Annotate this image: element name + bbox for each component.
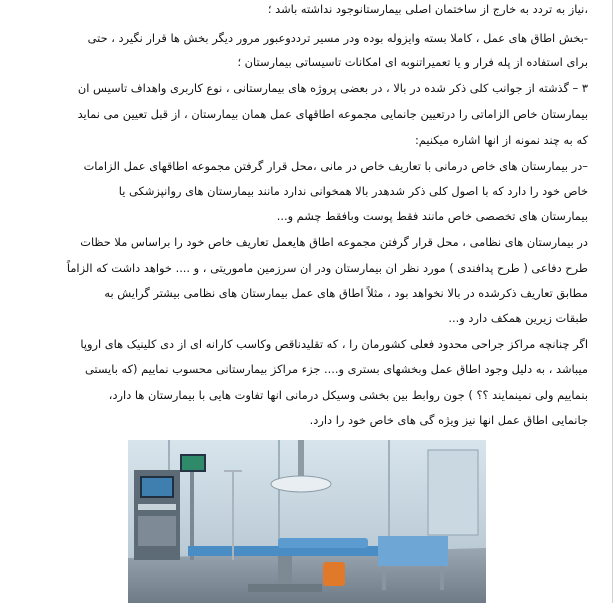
text-line-11: طرح دفاعی ( طرح پدافندی ) مورد نظر ان بیمارستان ودر ان سرزمین ماموریتی ، و .... خواهد داشت که الزاماً xyxy=(66,261,588,275)
operating-room-photo xyxy=(128,440,486,603)
surgical-light xyxy=(271,476,331,492)
waste-bin xyxy=(323,562,345,586)
text-line-4: ۳ – گذشته از جوانب کلی ذکر شده در بالا ، در بعضی پروژه های بیمارستانی ، نوع کاربری واهداف تاسیس ان xyxy=(77,81,588,95)
text-line-10: در بیمارستان های نظامی ، محل قرار گرفتن مجموعه اطاق هایعمل تعاریف خاص خود را براساس ملا حظات xyxy=(80,235,588,249)
text-line-13: طبقات زیرین همکف دارد و... xyxy=(448,311,588,325)
text-line-1: ،نیاز به تردد به خارج از ساختمان اصلی بیمارستانوجود نداشته باشد ؛ xyxy=(267,2,588,16)
text-line-6: که به چند نمونه از انها اشاره میکنیم: xyxy=(414,133,588,147)
text-line-12: مطابق تعاریف ذکرشده در بالا نخواهد بود ، مثلاً اطاق های عمل بیمارستان های نظامی بیشتر گرایش به xyxy=(104,286,588,300)
text-line-2: -بخش اطاق های عمل ، کاملا بسته وایزوله بوده ودر مسیر ترددوعبور مرور دیگر بخش ها قرار نگیرد ، حتی xyxy=(87,31,588,45)
instrument-cart xyxy=(378,536,448,566)
text-line-3: برای استفاده از پله فرار و یا تعمیراتنوبه ای امکانات تاسیساتی بیمارستان ؛ xyxy=(237,55,588,69)
text-line-8: خاص خود را دارد که با اصول کلی ذکر شدهدر بالا همخوانی ندارد مانند بیمارستان های روانپزشکی یا xyxy=(118,184,588,198)
text-line-9: بیمارستان های تخصصی خاص مانند فقط پوست وبافقط چشم و... xyxy=(276,209,588,223)
text-line-7: –در بیمارستان های خاص درمانی با تعاریف خاص در مانی ،محل قرار گرفتن مجموعه اطاقهای عمل الزامات xyxy=(83,159,588,173)
text-line-16: بنماییم ولی نمینمایند ؟؟ ) جون روابط بین بخشی وسیکل درمانی انها تفاوت هایی با بیمارستان ها دارد، xyxy=(108,388,588,402)
operating-room-illustration xyxy=(128,440,486,603)
text-line-5: بیمارستان خاص الزاماتی را درتعیین جانمایی مجموعه اطاقهای عمل همان بیمارستان ، از قبل تعیین می نماید xyxy=(77,107,588,121)
door-panel xyxy=(428,450,478,535)
text-line-15: میباشد ، به دلیل وجود اطاق عمل وبخشهای بستری و.... جزء مراکز بیمارستانی محسوب نماییم (که بایستی xyxy=(84,362,588,376)
text-line-14: اگر چنانچه مراکز جراحی محدود فعلی کشورمان را ، که تقلیدناقص وکاسب کارانه ای از دی کلینیک های اروپا xyxy=(80,337,588,351)
text-line-17: جانمایی اطاق عمل انها نیز ویژه گی های خاص خود را دارد. xyxy=(309,413,588,427)
